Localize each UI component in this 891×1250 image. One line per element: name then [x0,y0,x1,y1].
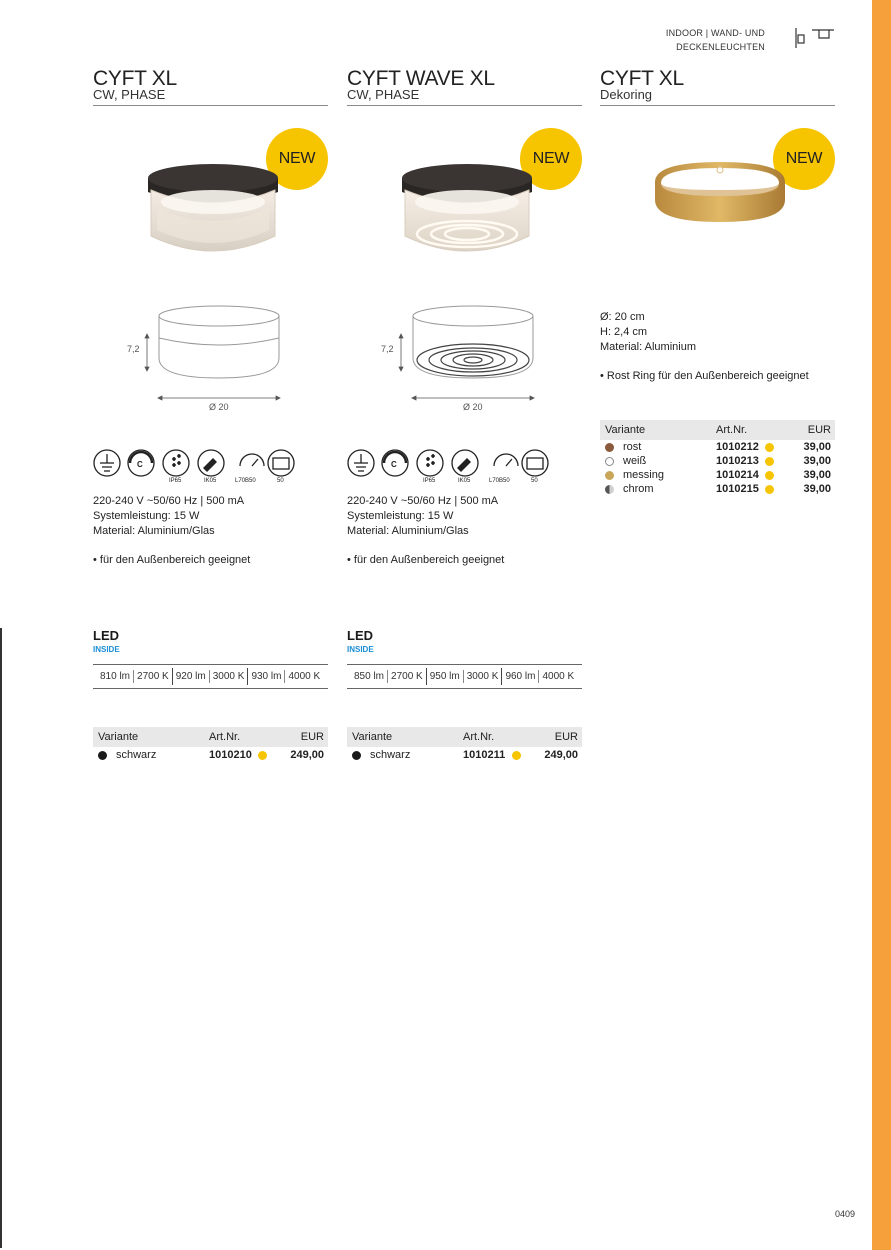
variant-table-header: Variante Art.Nr. EUR [600,420,835,440]
new-badge: NEW [266,128,328,190]
feature-bullet: • Rost Ring für den Außenbereich geeignet [600,370,809,382]
product-column-cyft-xl-dekoring [600,0,835,1250]
svg-text:LED: LED [93,628,119,643]
title-divider [93,105,328,106]
product-specs [600,310,696,355]
article-number: 1010214 [716,469,759,481]
feature-bullet: • für den Außenbereich geeignet [347,554,505,566]
color-temperature: 4000 K [288,671,321,682]
lifetime-icon [240,454,264,466]
lumen-table [347,664,582,689]
lumen-value: 920 lm [175,671,206,682]
new-badge: NEW [520,128,582,190]
variant-row: chrom 1010215 39,00 [600,482,835,496]
product-specs [93,494,244,539]
svg-text:C: C [391,460,397,469]
product-subtitle: CW, PHASE [93,87,166,102]
title-divider [600,105,835,106]
product-photo-cyft-xl [143,150,283,270]
product-column-cyft-xl [93,0,328,1250]
ip65-icon [163,450,189,476]
availability-dot [765,443,774,452]
variant-table-header: Variante Art.Nr. EUR [347,727,582,747]
switch-cycles-icon [268,450,294,476]
page-number: 0409 [835,1209,856,1219]
icon-label-ip: IP65 [169,478,182,484]
lumen-value: 850 lm [354,671,385,682]
icon-label-switch: 50 [531,478,538,484]
svg-text:INSIDE: INSIDE [93,645,120,654]
lumen-value: 930 lm [251,671,282,682]
lifetime-icon [494,454,518,466]
variant-row: weiß 1010213 39,00 [600,454,835,468]
color-swatch [605,485,614,494]
color-swatch [605,443,614,452]
color-swatch [605,457,614,466]
feature-bullet: • für den Außenbereich geeignet [93,554,251,566]
color-swatch [98,751,107,760]
variant-table-header: Variante Art.Nr. EUR [93,727,328,747]
spec-line: Ø: 20 cm [600,311,645,323]
color-temperature: 4000 K [542,671,575,682]
article-number: 1010212 [716,441,759,453]
title-divider [347,105,582,106]
spec-line: Material: Aluminium [600,341,696,353]
variant-table [347,727,582,762]
page-left-margin-rule [0,628,2,1248]
price: 39,00 [803,455,831,467]
product-subtitle: Dekoring [600,87,653,102]
price: 39,00 [803,441,831,453]
section-header-line1: INDOOR | WAND- UND [665,28,765,38]
lumen-table [93,664,328,689]
spec-line: 220-240 V ~50/60 Hz | 500 mA [347,495,499,507]
led-inside-logo [347,628,379,654]
dimension-drawing [123,300,293,418]
switch-cycles-icon [522,450,548,476]
article-number: 1010211 [463,749,506,761]
variant-row: schwarz 1010210 249,00 [93,748,328,762]
color-swatch [352,751,361,760]
availability-dot [765,471,774,480]
dimension-diameter-label: Ø 20 [463,402,483,412]
product-title: CYFT WAVE XL [347,67,495,90]
color-swatch [605,471,614,480]
variant-row: schwarz 1010211 249,00 [347,748,582,762]
product-photo-deco-ring [650,150,790,250]
variant-table [93,727,328,762]
lumen-value: 950 lm [429,671,460,682]
certification-icons [93,448,313,484]
color-temperature: 3000 K [466,671,499,682]
certification-icons [347,448,567,484]
variant-row: messing 1010214 39,00 [600,468,835,482]
section-header-line2: DECKENLEUCHTEN [676,42,765,52]
article-number: 1010210 [209,749,252,761]
lumen-value: 960 lm [505,671,536,682]
product-photo-cyft-wave-xl [397,150,537,270]
dimension-height-label: 7,2 [127,344,140,354]
availability-dot [512,751,521,760]
availability-dot [258,751,267,760]
dimension-diameter-label: Ø 20 [209,402,229,412]
price: 39,00 [803,483,831,495]
led-inside-logo [93,628,125,654]
dimension-drawing [377,300,547,418]
availability-dot [765,485,774,494]
product-title: CYFT XL [93,67,177,90]
spec-line: Systemleistung: 15 W [347,510,454,522]
color-temperature: 2700 K [391,671,423,682]
product-specs [347,494,498,539]
spec-line: H: 2,4 cm [600,326,648,338]
spec-line: Material: Aluminium/Glas [93,525,215,537]
price: 39,00 [803,469,831,481]
icon-label-ip: IP65 [423,478,436,484]
spec-line: 220-240 V ~50/60 Hz | 500 mA [93,495,245,507]
icon-label-switch: 50 [277,478,284,484]
page-edge-color-tab [872,0,891,1250]
article-number: 1010213 [716,455,759,467]
new-badge: NEW [773,128,835,190]
price: 249,00 [544,749,578,761]
article-number: 1010215 [716,483,759,495]
svg-text:LED: LED [347,628,373,643]
icon-label-lifetime: L70B50 [235,478,256,484]
variant-table [600,420,835,496]
color-temperature: 3000 K [212,671,245,682]
svg-text:C: C [137,460,143,469]
availability-dot [765,457,774,466]
icon-label-ik: IK05 [204,478,217,484]
spec-line: Material: Aluminium/Glas [347,525,469,537]
lumen-value: 810 lm [100,671,131,682]
dimension-height-label: 7,2 [381,344,394,354]
spec-line: Systemleistung: 15 W [93,510,200,522]
price: 249,00 [290,749,324,761]
product-column-cyft-wave-xl [347,0,582,1250]
ip65-icon [417,450,443,476]
product-subtitle: CW, PHASE [347,87,420,102]
svg-text:INSIDE: INSIDE [347,645,374,654]
icon-label-ik: IK05 [458,478,471,484]
variant-row: rost 1010212 39,00 [600,440,835,454]
color-temperature: 2700 K [137,671,169,682]
icon-label-lifetime: L70B50 [489,478,510,484]
product-title: CYFT XL [600,67,684,90]
